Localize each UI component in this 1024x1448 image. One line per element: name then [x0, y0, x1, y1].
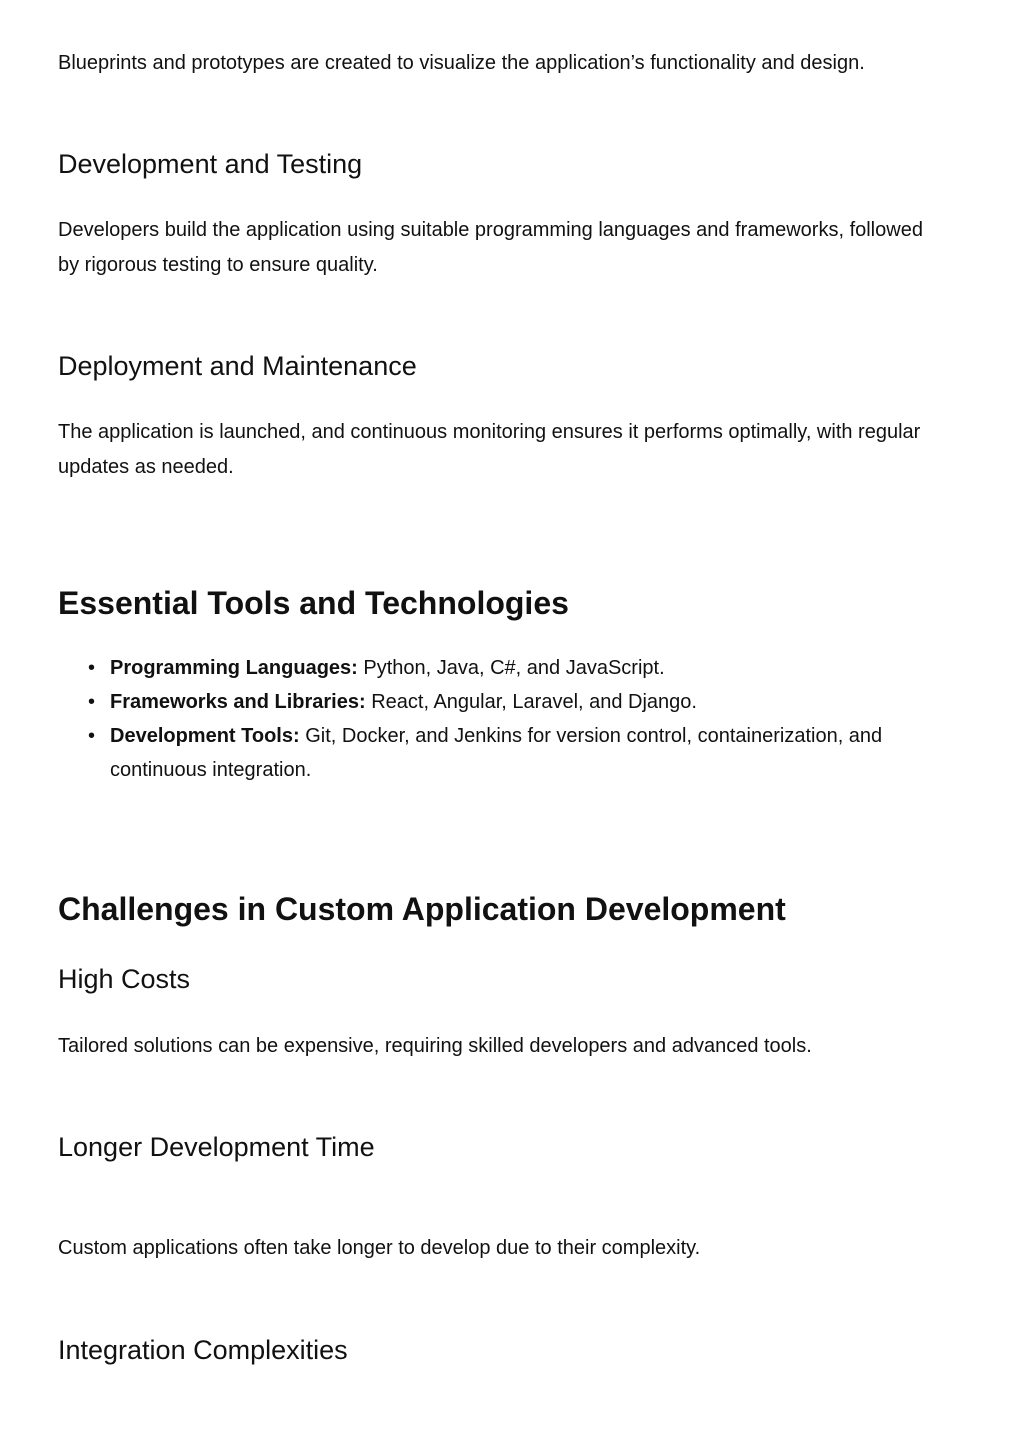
longer-time-heading: Longer Development Time — [58, 1132, 375, 1162]
tools-list — [58, 651, 958, 787]
bullet-icon: • — [88, 657, 96, 679]
high-costs-heading: High Costs — [58, 964, 191, 994]
list-item-text: React, Angular, Laravel, and Django. — [365, 691, 697, 713]
deployment-maintenance-paragraph: The application is launched, and continuous monitoring ensures it performs optimally, with regular updates as needed. — [58, 421, 921, 478]
high-costs-paragraph: Tailored solutions can be expensive, requiring skilled developers and advanced tools. — [58, 1035, 812, 1057]
list-item — [58, 719, 958, 787]
intro-paragraph: Blueprints and prototypes are created to visualize the application’s functionality and design. — [58, 52, 865, 74]
tools-heading: Essential Tools and Technologies — [58, 585, 569, 621]
list-item-term: Development Tools: — [110, 725, 300, 747]
development-testing-heading: Development and Testing — [58, 149, 363, 179]
list-item-text: Python, Java, C#, and JavaScript. — [357, 657, 665, 679]
list-item — [58, 685, 958, 719]
list-item-text: Git, Docker, and Jenkins for version control, containerization, and continuous integration. — [110, 725, 883, 781]
list-item — [58, 651, 958, 685]
bullet-icon: • — [88, 691, 96, 713]
longer-time-paragraph: Custom applications often take longer to develop due to their complexity. — [58, 1237, 701, 1259]
bullet-icon: • — [88, 725, 96, 747]
development-testing-paragraph: Developers build the application using suitable programming languages and frameworks, followed by rigorous testing to ensure quality. — [58, 219, 923, 276]
list-item-term: Programming Languages: — [110, 657, 358, 679]
challenges-heading: Challenges in Custom Application Development — [58, 891, 786, 927]
list-item-term: Frameworks and Libraries: — [110, 691, 366, 713]
integration-heading: Integration Complexities — [58, 1335, 348, 1365]
deployment-maintenance-heading: Deployment and Maintenance — [58, 351, 417, 381]
